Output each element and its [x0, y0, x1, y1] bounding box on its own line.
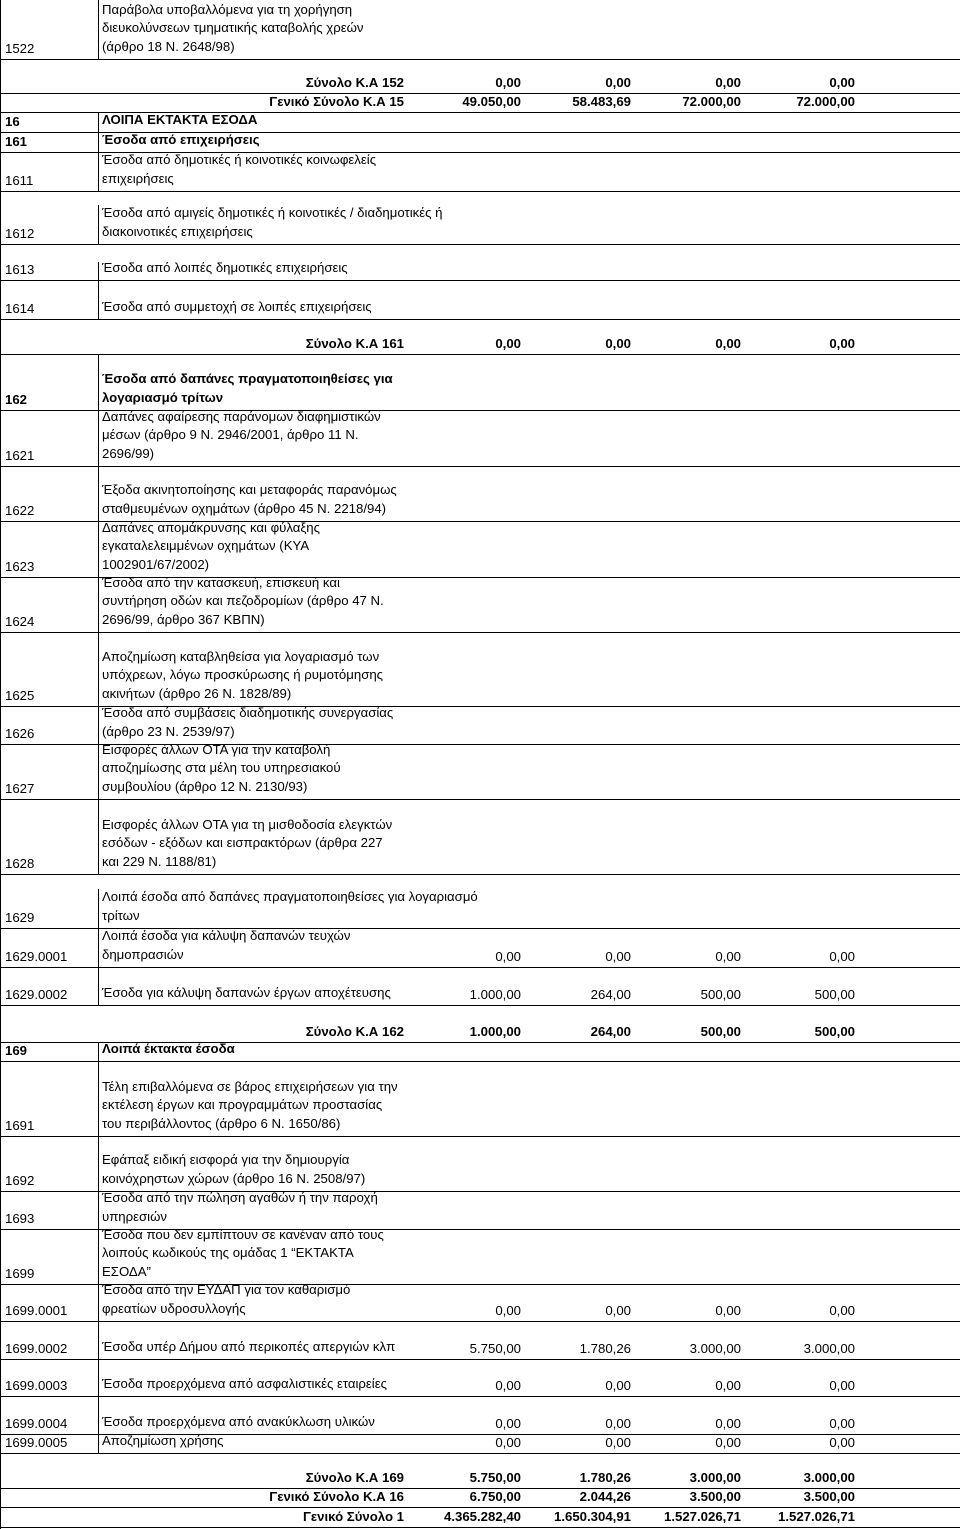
column-divider: [98, 113, 99, 133]
amount-cell: 3.000,00: [689, 1470, 741, 1485]
amount-cell: 0,00: [605, 1303, 631, 1318]
total-label: Σύνολο Κ.Α 162: [305, 1024, 404, 1039]
column-divider: [98, 1435, 99, 1454]
account-code: 1629.0002: [5, 987, 68, 1002]
account-code: 1622: [5, 503, 35, 518]
table-row: [0, 408, 960, 467]
amount-cell: 0,00: [715, 336, 741, 351]
amount-cell: 0,00: [715, 1416, 741, 1431]
table-row: [0, 1226, 960, 1285]
amount-cell: 0,00: [495, 75, 521, 90]
column-divider: [98, 355, 99, 411]
column-divider: [98, 1397, 99, 1435]
account-description: Έσοδα προερχόμενα από ανακύκλωση υλικών: [102, 1413, 375, 1429]
column-divider: [98, 467, 99, 522]
account-code: 1699.0005: [5, 1435, 68, 1450]
total-label: Σύνολο Κ.Α 161: [305, 336, 404, 351]
column-divider: [98, 1360, 99, 1397]
column-divider: [98, 205, 99, 245]
amount-cell: 0,00: [829, 1378, 855, 1393]
account-description: Έσοδα από δαπάνες πραγματοποιηθείσες για λογαριασμό τρίτων: [102, 371, 393, 405]
table-row: [0, 0, 960, 60]
table-row: [0, 1397, 960, 1435]
account-description: Παράβολα υποβαλλόμενα για τη χορήγηση διευκολύνσεων τμηματικής καταβολής χρεών (άρθρο 18 Ν. 2648/98): [102, 1, 364, 54]
table-row: [0, 1432, 960, 1454]
amount-cell: 0,00: [829, 949, 855, 964]
amount-cell: 0,00: [495, 1416, 521, 1431]
table-row: [0, 205, 960, 245]
account-description: Έσοδα από συμμετοχή σε λοιπές επιχειρήσεις: [102, 298, 372, 314]
column-divider: [98, 800, 99, 875]
account-code: 162: [5, 392, 28, 407]
amount-cell: 49.050,00: [462, 94, 521, 109]
amount-cell: 1.780,26: [579, 1470, 631, 1485]
table-row: [0, 1062, 960, 1137]
amount-cell: 5.750,00: [469, 1470, 521, 1485]
column-divider: [98, 578, 99, 633]
account-description: Λοιπά έσοδα από δαπάνες πραγματοποιηθείσες για λογαριασμό τρίτων: [102, 889, 478, 923]
total-row: [0, 75, 960, 94]
total-label: Γενικό Σύνολο Κ.Α 15: [269, 94, 404, 109]
account-code: 1613: [5, 262, 35, 277]
amount-cell: 3.000,00: [689, 1341, 741, 1356]
account-code: 1624: [5, 614, 35, 629]
account-description: Έσοδα υπέρ Δήμου από περικοπές απεργιών κλπ: [102, 1338, 396, 1354]
account-description: Λοιπά έκτακτα έσοδα: [102, 1040, 235, 1056]
account-code: 1629.0001: [5, 949, 68, 964]
table-row: [0, 968, 960, 1006]
account-code: 161: [5, 134, 28, 149]
table-row: [0, 741, 960, 800]
account-description: Έσοδα για κάλυψη δαπανών έργων αποχέτευσης: [102, 984, 391, 1000]
amount-cell: 0,00: [829, 1435, 855, 1450]
account-code: 1612: [5, 226, 35, 241]
column-divider: [98, 0, 99, 60]
account-description: Αποζημίωση καταβληθείσα για λογαριασμό των υπόχρεων, λόγω προσκύρωσης ή ρυμοτόμησης ακινήτων (άρθρο 26 Ν. 1828/89): [102, 648, 384, 701]
table-row: [0, 1282, 960, 1322]
amount-cell: 0,00: [829, 1303, 855, 1318]
amount-cell: 0,00: [495, 949, 521, 964]
column-divider: [98, 1137, 99, 1192]
account-description: Έσοδα από λοιπές δημοτικές επιχειρήσεις: [102, 259, 348, 275]
column-divider: [98, 1322, 99, 1360]
column-divider: [98, 1062, 99, 1137]
amount-cell: 0,00: [605, 1435, 631, 1450]
total-label: Γενικό Σύνολο 1: [302, 1509, 404, 1524]
account-code: 1692: [5, 1173, 35, 1188]
column-divider: [98, 133, 99, 153]
amount-cell: 6.750,00: [469, 1489, 521, 1504]
account-description: Έσοδα από αμιγείς δημοτικές ή κοινοτικές / διαδημοτικές ή διακοινοτικές επιχειρήσεις: [102, 205, 443, 239]
table-row: [0, 281, 960, 320]
account-description: Έσοδα από την πώληση αγαθών ή την παροχή υπηρεσιών: [102, 1190, 378, 1224]
account-description: Εισφορές άλλων ΟΤΑ για τη μισθοδοσία ελεγκτών εσόδων - εξόδων και εισπρακτόρων (άρθρα 227 και 229 Ν. 1188/81): [102, 816, 393, 869]
account-description: Λοιπά έσοδα για κάλυψη δαπανών τευχών δημοπρασιών: [102, 928, 351, 962]
amount-cell: 0,00: [715, 949, 741, 964]
table-left-border: [0, 0, 1, 1529]
amount-cell: 0,00: [605, 336, 631, 351]
account-code: 1699: [5, 1266, 35, 1281]
table-row: [0, 1040, 960, 1062]
account-description: Έσοδα από επιχειρήσεις: [102, 131, 260, 147]
column-divider: [98, 968, 99, 1006]
account-code: 1628: [5, 856, 35, 871]
table-row: [0, 1360, 960, 1397]
account-code: 1627: [5, 781, 35, 796]
amount-cell: 500,00: [700, 987, 741, 1002]
total-row: [0, 1489, 960, 1508]
column-divider: [98, 1192, 99, 1230]
column-divider: [98, 281, 99, 320]
amount-cell: 0,00: [829, 336, 855, 351]
amount-cell: 0,00: [495, 1435, 521, 1450]
amount-cell: 264,00: [590, 987, 631, 1002]
account-description: Αποζημίωση χρήσης: [102, 1432, 224, 1448]
account-description: ΛΟΙΠΑ ΕΚΤΑΚΤΑ ΕΣΟΔΑ: [102, 111, 258, 127]
amount-cell: 1.650.304,91: [553, 1509, 631, 1524]
amount-cell: 1.780,26: [579, 1341, 631, 1356]
total-row: [0, 336, 960, 355]
amount-cell: 72.000,00: [682, 94, 741, 109]
account-code: 169: [5, 1043, 28, 1058]
account-description: Εφάπαξ ειδική εισφορά για την δημιουργία κοινόχρηστων χώρων (άρθρο 16 Ν. 2508/97): [102, 1152, 366, 1186]
account-description: Έσοδα προερχόμενα από ασφαλιστικές εταιρείες: [102, 1375, 387, 1391]
amount-cell: 2.044,26: [579, 1489, 631, 1504]
table-row: [0, 133, 960, 153]
column-divider: [98, 1230, 99, 1285]
account-code: 1614: [5, 301, 35, 316]
column-divider: [98, 1285, 99, 1322]
account-description: Έξοδα ακινητοποίησης και μεταφοράς παρανόμως σταθμευμένων οχημάτων (άρθρο 45 Ν. 2218/94): [102, 482, 397, 516]
amount-cell: 3.000,00: [803, 1470, 855, 1485]
table-row: [0, 355, 960, 411]
amount-cell: 0,00: [605, 1378, 631, 1393]
total-label: Γενικό Σύνολο Κ.Α 16: [269, 1489, 404, 1504]
amount-cell: 500,00: [814, 987, 855, 1002]
amount-cell: 1.000,00: [469, 987, 521, 1002]
table-row: [0, 467, 960, 522]
column-divider: [98, 522, 99, 578]
table-row: [0, 1192, 960, 1230]
amount-cell: 500,00: [814, 1024, 855, 1039]
table-row: [0, 633, 960, 707]
table-row: [0, 153, 960, 192]
amount-cell: 264,00: [590, 1024, 631, 1039]
account-code: 1699.0002: [5, 1341, 68, 1356]
amount-cell: 3.500,00: [803, 1489, 855, 1504]
amount-cell: 0,00: [605, 75, 631, 90]
amount-cell: 3.000,00: [803, 1341, 855, 1356]
amount-cell: 5.750,00: [469, 1341, 521, 1356]
column-divider: [98, 262, 99, 281]
table-row: [0, 889, 960, 929]
column-divider: [98, 707, 99, 745]
account-code: 1699.0003: [5, 1378, 68, 1393]
table-row: [0, 574, 960, 633]
amount-cell: 0,00: [495, 336, 521, 351]
column-divider: [98, 411, 99, 467]
account-description: Εισφορές άλλων ΟΤΑ για την καταβολή αποζημίωσης στα μέλη του υπηρεσιακού συμβουλίου (άρθρο 12 Ν. 2130/93): [102, 741, 341, 794]
account-description: Δαπάνες αφαίρεσης παράνομων διαφημιστικών μέσων (άρθρο 9 Ν. 2946/2001, άρθρο 11 Ν. 2696/99): [102, 408, 381, 461]
account-code: 1629: [5, 910, 35, 925]
column-divider: [98, 929, 99, 968]
amount-cell: 72.000,00: [796, 94, 855, 109]
account-code: 1699.0001: [5, 1303, 68, 1318]
account-code: 1693: [5, 1211, 35, 1226]
amount-cell: 1.527.026,71: [663, 1509, 741, 1524]
column-divider: [98, 889, 99, 929]
table-row: [0, 259, 960, 281]
amount-cell: 1.527.026,71: [777, 1509, 855, 1524]
amount-cell: 0,00: [495, 1378, 521, 1393]
account-description: Έσοδα από δημοτικές ή κοινοτικές κοινωφελείς επιχειρήσεις: [102, 152, 377, 186]
column-divider: [98, 633, 99, 707]
account-code: 1522: [5, 41, 35, 56]
table-row: [0, 519, 960, 578]
account-description: Δαπάνες απομάκρυνσης και φύλαξης εγκαταλελειμμένων οχημάτων (ΚΥΑ 1002901/67/2002): [102, 519, 320, 572]
table-row: [0, 1137, 960, 1192]
amount-cell: 0,00: [715, 1435, 741, 1450]
amount-cell: 1.000,00: [469, 1024, 521, 1039]
account-code: 1623: [5, 559, 35, 574]
total-row: [0, 1470, 960, 1489]
account-code: 1625: [5, 688, 35, 703]
total-label: Σύνολο Κ.Α 152: [305, 75, 404, 90]
column-divider: [98, 745, 99, 800]
account-code: 1699.0004: [5, 1416, 68, 1431]
account-code: 16: [5, 114, 20, 129]
table-row: [0, 800, 960, 875]
total-label: Σύνολο Κ.Α 169: [305, 1470, 404, 1485]
amount-cell: 0,00: [605, 1416, 631, 1431]
amount-cell: 58.483,69: [572, 94, 631, 109]
account-description: Έσοδα από συμβάσεις διαδημοτικής συνεργασίας (άρθρο 23 Ν. 2539/97): [102, 705, 394, 739]
account-code: 1626: [5, 726, 35, 741]
account-code: 1611: [5, 173, 34, 188]
amount-cell: 0,00: [495, 1303, 521, 1318]
column-divider: [98, 1043, 99, 1062]
amount-cell: 0,00: [829, 75, 855, 90]
total-row: [0, 1508, 960, 1528]
amount-cell: 0,00: [715, 75, 741, 90]
account-description: Έσοδα που δεν εμπίπτουν σε κανέναν από τους λοιπούς κωδικούς της ομάδας 1 “ΕΚΤΑΚΤΑ ΕΣΟΔΑ”: [102, 1226, 384, 1279]
account-description: Τέλη επιβαλλόμενα σε βάρος επιχειρήσεων για την εκτέλεση έργων και προγραμμάτων προστασίας του περιβάλλοντος (άρθρο 6 Ν. 1650/86): [102, 1078, 398, 1131]
amount-cell: 0,00: [605, 949, 631, 964]
column-divider: [98, 153, 99, 192]
table-row: [0, 1322, 960, 1360]
account-code: 1691: [5, 1118, 35, 1133]
table-row: [0, 707, 960, 745]
amount-cell: 3.500,00: [689, 1489, 741, 1504]
amount-cell: 0,00: [715, 1378, 741, 1393]
amount-cell: 0,00: [715, 1303, 741, 1318]
amount-cell: 0,00: [829, 1416, 855, 1431]
amount-cell: 4.365.282,40: [443, 1509, 521, 1524]
account-description: Έσοδα από την κατασκευή, επισκευή και συντήρηση οδών και πεζοδρομίων (άρθρο 47 Ν. 2696/99, άρθρο 367 ΚΒΠΝ): [102, 574, 384, 627]
account-description: Έσοδα από την ΕΥΔΑΠ για τον καθαρισμό φρεατίων υδροσυλλογής: [102, 1282, 351, 1316]
table-row: [0, 929, 960, 968]
amount-cell: 500,00: [700, 1024, 741, 1039]
account-code: 1621: [5, 448, 35, 463]
